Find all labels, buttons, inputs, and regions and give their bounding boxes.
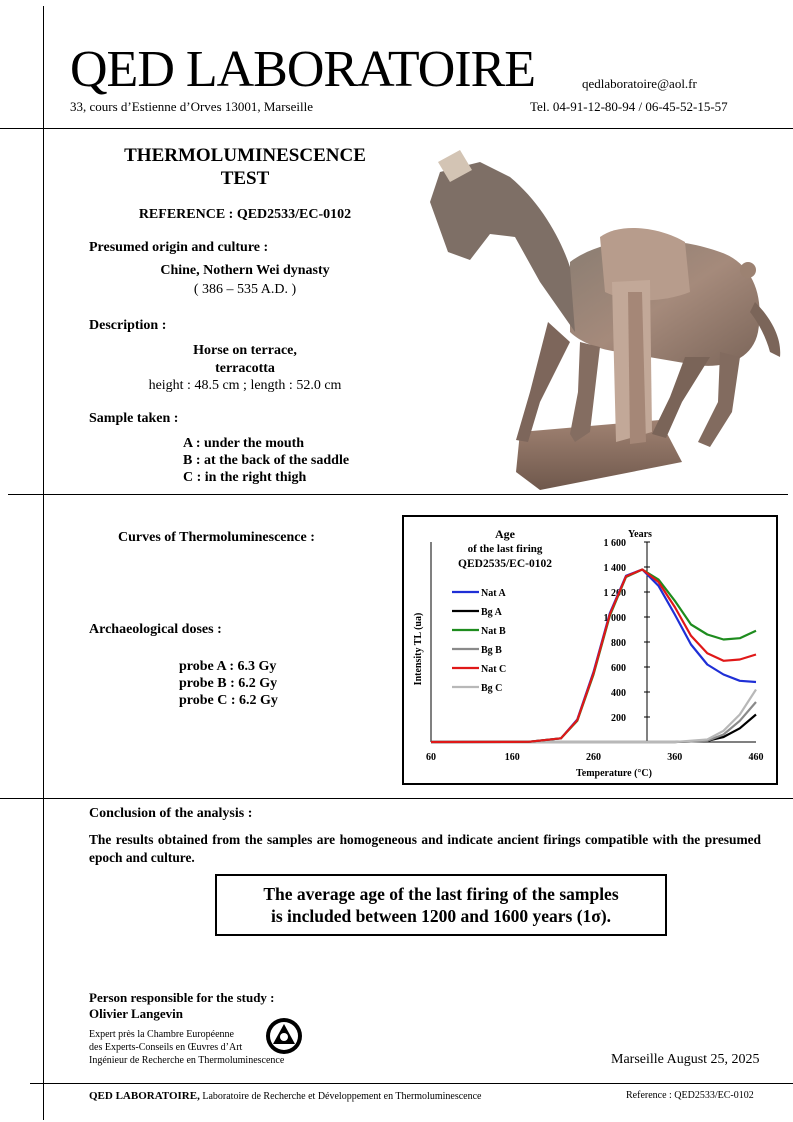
y-tick-label: 1 400 bbox=[603, 563, 626, 574]
doses-list bbox=[179, 658, 278, 709]
description-dims: height : 48.5 cm ; length : 52.0 cm bbox=[148, 378, 342, 393]
footer-lab bbox=[89, 1090, 481, 1102]
footer-rule bbox=[30, 1083, 793, 1084]
lab-tel: Tel. 04-91-12-80-94 / 06-45-52-15-57 bbox=[530, 99, 728, 114]
y-axis-label: Intensity TL (ua) bbox=[413, 612, 424, 686]
legend-label: Bg C bbox=[481, 683, 503, 694]
horse-photo bbox=[420, 142, 788, 492]
series-line-bg-b bbox=[431, 702, 756, 742]
expert-seal-icon bbox=[264, 1016, 304, 1056]
series-line-bg-a bbox=[431, 715, 756, 743]
tl-chart-box bbox=[402, 515, 778, 785]
person-name: Olivier Langevin bbox=[89, 1006, 184, 1021]
dose-item: probe C : 6.2 Gy bbox=[179, 693, 278, 708]
legend-label: Nat C bbox=[481, 664, 507, 675]
series-line-bg-c bbox=[431, 690, 756, 743]
y-tick-label: 600 bbox=[611, 663, 626, 674]
person-title: des Experts-Conseils en Œuvres d’Art bbox=[89, 1042, 243, 1053]
legend-label: Bg B bbox=[481, 645, 502, 656]
footer-lab-desc: Laboratoire de Recherche et Développement en Thermoluminescence bbox=[199, 1091, 482, 1102]
section1-rule bbox=[8, 494, 788, 495]
curves-label: Curves of Thermoluminescence : bbox=[118, 530, 315, 545]
sample-list bbox=[183, 435, 349, 486]
description-line1: Horse on terrace, bbox=[193, 343, 297, 358]
person-title: Expert près la Chambre Européenne bbox=[89, 1029, 234, 1040]
dose-item: probe B : 6.2 Gy bbox=[179, 676, 278, 691]
legend-label: Nat A bbox=[481, 588, 506, 599]
lab-title: QED LABORATOIRE bbox=[70, 41, 536, 98]
legend-label: Nat B bbox=[481, 626, 506, 637]
sample-item: C : in the right thigh bbox=[183, 470, 307, 485]
chart-title-line3: QED2535/EC-0102 bbox=[458, 558, 552, 570]
legend-label: Bg A bbox=[481, 607, 502, 618]
age-line2: is included between 1200 and 1600 years (1σ). bbox=[270, 906, 612, 926]
chart-title-line2: of the last firing bbox=[467, 543, 543, 555]
sample-item: A : under the mouth bbox=[183, 436, 305, 451]
reference: REFERENCE : QED2533/EC-0102 bbox=[138, 207, 352, 222]
x-tick-label: 160 bbox=[504, 752, 520, 763]
lab-address: 33, cours d’Estienne d’Orves 13001, Marseille bbox=[70, 99, 313, 114]
y-tick-label: 1 200 bbox=[603, 588, 626, 599]
footer-lab-name: QED LABORATOIRE, bbox=[89, 1090, 200, 1102]
dose-item: probe A : 6.3 Gy bbox=[179, 659, 277, 674]
sample-item: B : at the back of the saddle bbox=[183, 453, 350, 468]
age-line1: The average age of the last firing of the samples bbox=[263, 884, 619, 904]
tl-chart bbox=[404, 517, 776, 783]
y-tick-label: 200 bbox=[611, 713, 626, 724]
person-label: Person responsible for the study : bbox=[89, 990, 275, 1005]
lab-email: qedlaboratoire@aol.fr bbox=[582, 76, 697, 91]
y-tick-label: 1 000 bbox=[603, 613, 626, 624]
age-result-box bbox=[215, 874, 667, 936]
origin-label: Presumed origin and culture : bbox=[89, 240, 269, 255]
left-vertical-rule bbox=[43, 6, 44, 1120]
series-line-nat-c bbox=[431, 570, 756, 743]
description-label: Description : bbox=[89, 318, 167, 333]
person-title: Ingénieur de Recherche en Thermoluminescence bbox=[89, 1055, 285, 1066]
right-axis-label: Years bbox=[628, 529, 652, 540]
x-axis-label: Temperature (°C) bbox=[576, 768, 652, 779]
doses-label: Archaeological doses : bbox=[89, 622, 222, 637]
person-titles bbox=[89, 1028, 284, 1067]
test-title-line2: TEST bbox=[220, 168, 270, 189]
x-tick-label: 260 bbox=[586, 752, 601, 763]
sample-label: Sample taken : bbox=[89, 411, 179, 426]
description-line2: terracotta bbox=[215, 361, 275, 376]
report-date: Marseille August 25, 2025 bbox=[611, 1052, 760, 1067]
series-line-nat-b bbox=[431, 570, 756, 743]
y-tick-label: 400 bbox=[611, 688, 626, 699]
header-rule bbox=[0, 128, 793, 129]
chart-title-line1: Age bbox=[495, 527, 515, 541]
test-title bbox=[100, 144, 390, 190]
conclusion-text: The results obtained from the samples are homogeneous and indicate ancient firings compatible with the presumed epoch and culture. bbox=[89, 832, 761, 865]
x-tick-label: 460 bbox=[748, 752, 764, 763]
origin-dates: ( 386 – 535 A.D. ) bbox=[193, 282, 297, 297]
x-tick-label: 60 bbox=[426, 752, 436, 763]
x-tick-label: 360 bbox=[667, 752, 683, 763]
origin-value: Chine, Nothern Wei dynasty bbox=[160, 263, 330, 278]
footer-reference: Reference : QED2533/EC-0102 bbox=[626, 1090, 754, 1101]
y-tick-label: 800 bbox=[611, 638, 626, 649]
test-title-line1: THERMOLUMINESCENCE bbox=[124, 145, 366, 166]
section2-rule bbox=[0, 798, 793, 799]
conclusion-label: Conclusion of the analysis : bbox=[89, 806, 253, 821]
series-line-nat-a bbox=[431, 570, 756, 743]
y-tick-label: 1 600 bbox=[603, 538, 626, 549]
